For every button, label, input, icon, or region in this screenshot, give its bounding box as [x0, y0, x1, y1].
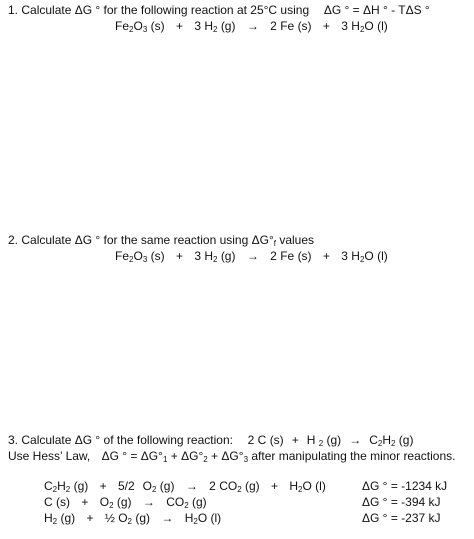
product-h2o: 3 $H_2O$ (l) [341, 249, 388, 264]
question-1-formula: ΔG ° = ΔH ° - TΔS ° [323, 3, 430, 17]
reaction-arrow: → [246, 249, 259, 263]
question-3-number: 3. [8, 433, 19, 447]
reaction-arrow: → [246, 19, 259, 33]
minor-reaction-2: C $(s) + O_2$ $(g) \to CO_2$ (g) [44, 495, 207, 510]
minor-reaction-3: $H_2$ (g) + ½ $O_2$ $(g) \to H_2O$ (l) [44, 511, 222, 526]
question-2-number: 2. [8, 233, 19, 247]
hess-sum: ΔG ° = $\Delta G^\circ_1 + \Delta G^\circ_2 + \Delta G^\circ_3$ [101, 449, 249, 464]
product-h2o: 3 $H_2O$ (l) [341, 19, 388, 34]
product-fe: 2 Fe (s) [270, 249, 312, 263]
question-3-line [8, 433, 413, 447]
reactant-fe2o3: $Fe_2O_3$ (s) [115, 249, 165, 264]
question-3-target-reaction: 2 C (s) + H $_2$ $(g) \to C_2H_2$ (g) [247, 433, 414, 448]
minor-reaction-1-dg: ΔG ° = -1234 kJ [362, 479, 448, 493]
minor-reaction-2-dg: ΔG ° = -394 kJ [362, 495, 441, 509]
reactant-h2: 3 $H_2$ (g) [194, 249, 236, 264]
reactant-h2: 3 $H_2$ (g) [194, 19, 236, 34]
question-1-number: 1. [8, 3, 19, 17]
plus-sign: + [175, 249, 183, 263]
question-1-prompt: Calculate ΔG ° for the following reaction at 25°C using [21, 3, 310, 17]
minor-reaction-3-dg: ΔG ° = -237 kJ [362, 511, 441, 525]
question-2-reaction [115, 249, 388, 263]
question-3-hess-line [8, 449, 455, 463]
question-2-line [8, 233, 314, 247]
question-3-prompt: Calculate ΔG ° of the following reaction: [21, 433, 233, 447]
minor-reaction-1: $C_2H_2$ (g) + 5/2 $O_2$ (g) → 2 $CO_2$ $(g) + H_2O$ (l) [44, 479, 326, 494]
hess-law-instruction: after manipulating the minor reactions. [251, 449, 456, 463]
question-1-line [8, 3, 430, 17]
plus-sign: + [322, 249, 330, 263]
reactant-fe2o3: $Fe_2O_3$ (s) [115, 19, 165, 34]
question-2-prompt: Calculate ΔG ° for the same reaction using $\Delta G^\circ_f$ values [21, 233, 315, 248]
plus-sign: + [322, 19, 330, 33]
plus-sign: + [175, 19, 183, 33]
question-1-reaction [115, 19, 388, 33]
product-fe: 2 Fe (s) [270, 19, 312, 33]
hess-law-label: Use Hess’ Law, [8, 449, 91, 463]
